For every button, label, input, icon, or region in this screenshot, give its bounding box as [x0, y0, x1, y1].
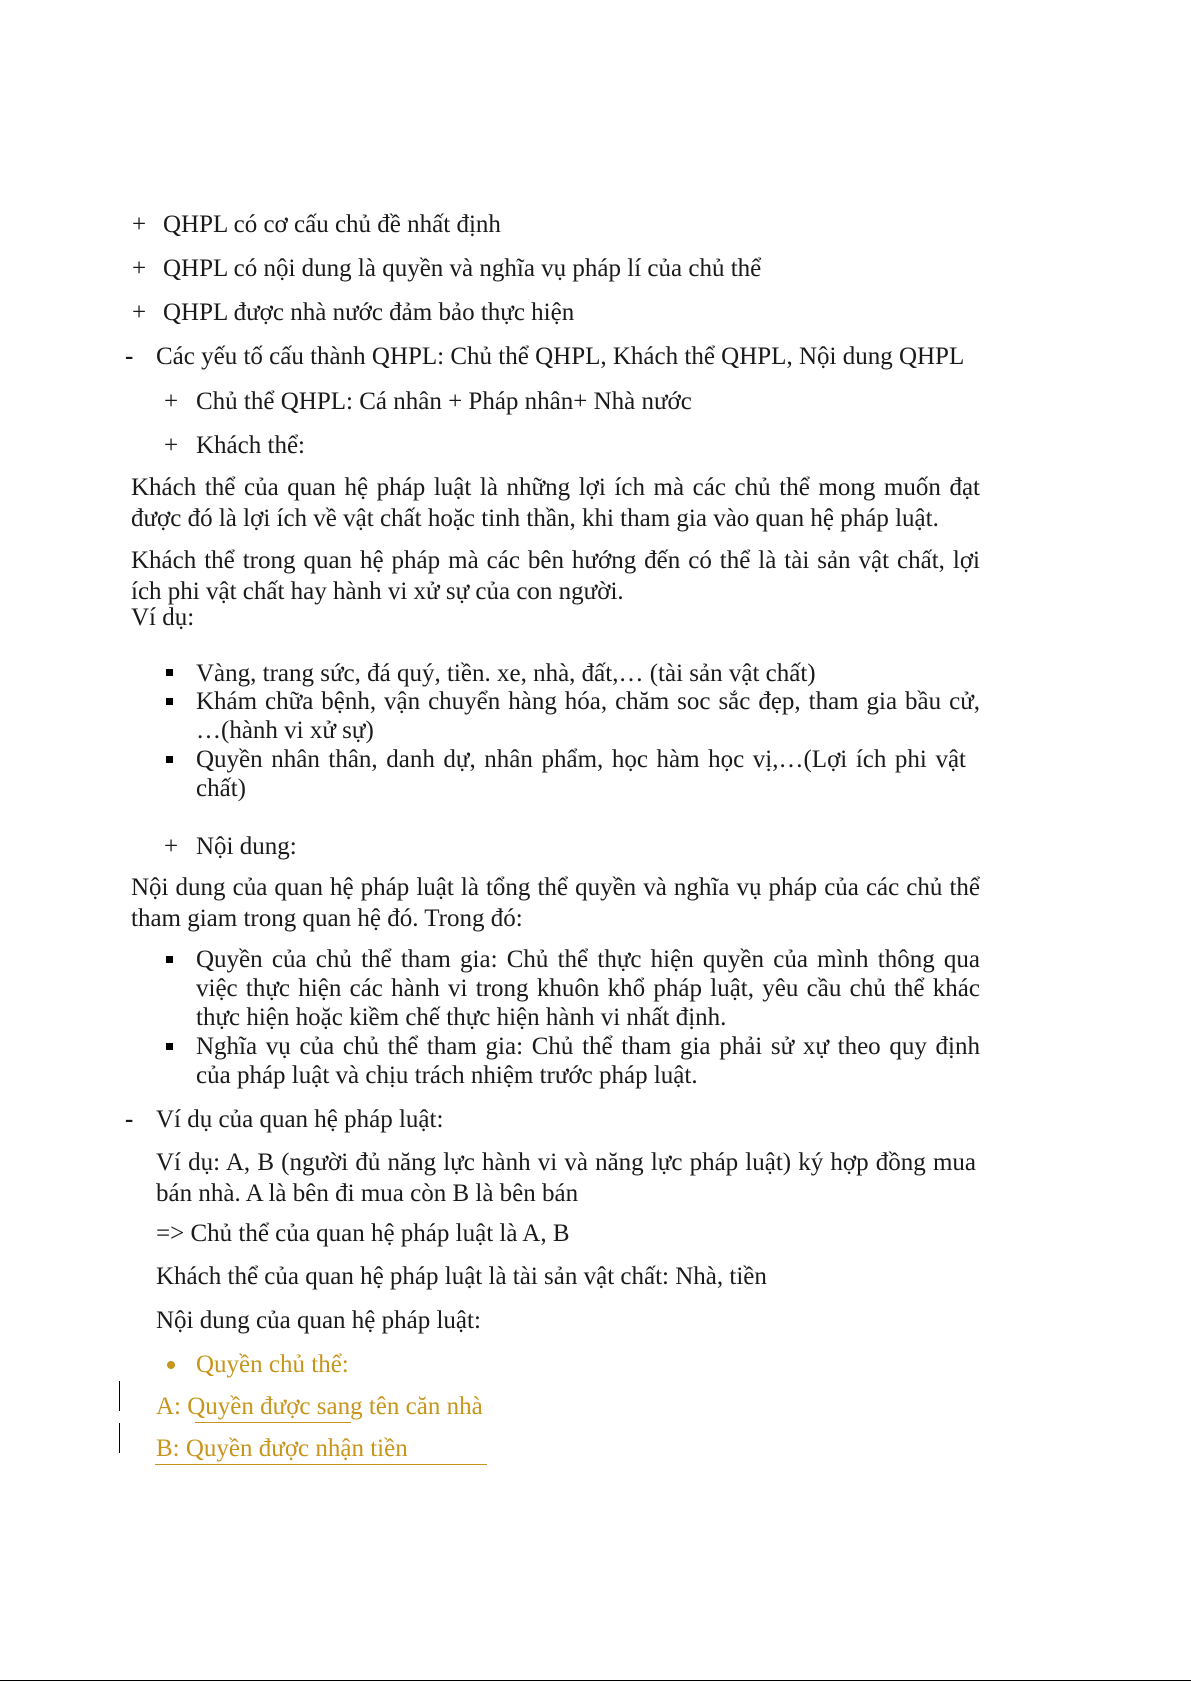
- example-loi-ich-phi-vat-chat: Quyền nhân thân, danh dự, nhân phẩm, học hàm học vị,…(Lợi ích phi vật chất): [196, 746, 966, 802]
- paragraph-khach-the-definition: Khách thể của quan hệ pháp luật là những lợi ích mà các chủ thể mong muốn đạt được đó là lợi ích về vật chất hoặc tinh thần, khi tham gia vào quan hệ pháp luật.: [131, 474, 980, 532]
- example-tai-san-vat-chat: Vàng, trang sức, đá quý, tiền. xe, nhà, đất,… (tài sản vật chất): [196, 660, 816, 687]
- dash-bullet-icon: -: [125, 1106, 134, 1133]
- insertion-underline: [195, 1422, 351, 1423]
- insertion-underline: [155, 1464, 487, 1465]
- plus-bullet-icon: +: [132, 299, 147, 326]
- bullet-co-cau-chu-de: QHPL có cơ cấu chủ đề nhất định: [163, 211, 501, 238]
- bullet-noi-dung-quyen: QHPL có nội dung là quyền và nghĩa vụ pháp lí của chủ thể: [163, 255, 762, 282]
- square-bullet-icon: [166, 1043, 173, 1050]
- dash-item-vi-du-qhpl: Ví dụ của quan hệ pháp luật:: [156, 1106, 444, 1133]
- square-bullet-icon: [166, 756, 173, 763]
- paragraph-khach-the-nha-tien: Khách thể của quan hệ pháp luật là tài sản vật chất: Nhà, tiền: [156, 1263, 767, 1290]
- square-bullet-icon: [166, 669, 173, 676]
- item-nghia-vu-chu-the: Nghĩa vụ của chủ thể tham gia: Chủ thể tham gia phải sử xự theo quy định của pháp luật và chịu trách nhiệm trước pháp luật.: [196, 1033, 980, 1089]
- sub-item-chu-the: Chủ thể QHPL: Cá nhân + Pháp nhân+ Nhà nước: [196, 388, 692, 415]
- sub-item-khach-the: Khách thể:: [196, 432, 305, 459]
- paragraph-noi-dung-label: Nội dung của quan hệ pháp luật:: [156, 1307, 481, 1334]
- dash-bullet-icon: -: [125, 343, 134, 370]
- paragraph-khach-the-detail: Khách thể trong quan hệ pháp mà các bên hướng đến có thể là tài sản vật chất, lợi ích phi vật chất hay hành vi xử sự của con người.: [131, 547, 980, 605]
- plus-bullet-icon: +: [132, 211, 147, 238]
- item-quyen-chu-the: Quyền của chủ thể tham gia: Chủ thể thực hiện quyền của mình thông qua việc thực hiện các hành vi trong khuôn khổ pháp luật, yêu cầu chủ thể khác thực hiện hoặc kiềm chế thực hiện hành vi nhất định.: [196, 946, 980, 1031]
- square-bullet-icon: [166, 956, 173, 963]
- dash-item-yeu-to-cau-thanh: Các yếu tố cấu thành QHPL: Chủ thể QHPL, Khách thể QHPL, Nội dung QHPL: [156, 343, 965, 370]
- example-hanh-vi-xu-su: Khám chữa bệnh, vận chuyển hàng hóa, chăm soc sắc đẹp, tham gia bầu cử, …(hành vi xử sự): [196, 688, 980, 744]
- gold-bullet-icon: [167, 1361, 175, 1369]
- paragraph-vi-du-hop-dong: Ví dụ: A, B (người đủ năng lực hành vi và năng lực pháp luật) ký hợp đồng mua bán nhà. A là bên đi mua còn B là bên bán: [156, 1149, 976, 1207]
- change-bar: [119, 1381, 120, 1411]
- square-bullet-icon: [166, 698, 173, 705]
- plus-bullet-icon: +: [164, 388, 179, 415]
- paragraph-vi-du-label: Ví dụ:: [131, 604, 195, 631]
- plus-bullet-icon: +: [164, 833, 179, 860]
- bullet-nha-nuoc-dam-bao: QHPL được nhà nước đảm bảo thực hiện: [163, 299, 575, 326]
- item-quyen-a: A: Quyền được sang tên căn nhà: [156, 1393, 483, 1420]
- paragraph-chu-the-la-ab: => Chủ thể của quan hệ pháp luật là A, B: [156, 1220, 570, 1247]
- plus-bullet-icon: +: [132, 255, 147, 282]
- change-bar: [119, 1423, 120, 1453]
- sub-item-noi-dung: Nội dung:: [196, 833, 297, 860]
- plus-bullet-icon: +: [164, 432, 179, 459]
- item-quyen-chu-the-label: Quyền chủ thể:: [196, 1351, 349, 1378]
- paragraph-noi-dung-definition: Nội dung của quan hệ pháp luật là tổng thể quyền và nghĩa vụ pháp của các chủ thể tham giam trong quan hệ đó. Trong đó:: [131, 874, 980, 932]
- page-bottom-rule: [0, 1680, 1191, 1681]
- item-quyen-b: B: Quyền được nhận tiền: [156, 1435, 408, 1462]
